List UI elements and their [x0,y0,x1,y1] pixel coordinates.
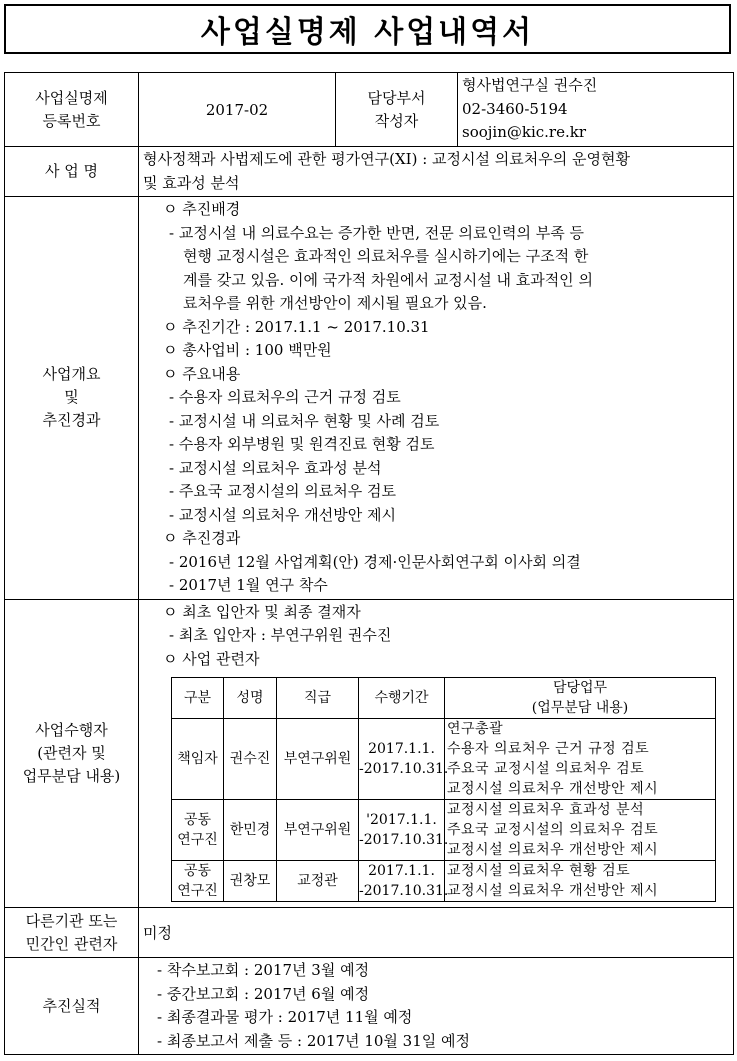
col-header-role: 구분 [172,678,224,719]
performers-label-line1: 사업수행자 [35,720,108,739]
dept-author-label-cell [336,73,458,147]
duty-item: 교정시설 의료처우 개선방안 제시 [447,842,659,858]
table-row [172,719,716,800]
col-header-name: 성명 [224,678,277,719]
row-period-line2: -2017.10.31. [359,883,449,899]
registration-row [5,73,734,147]
row-name: 권창모 [224,861,277,902]
drafter-item: - 최초 입안자 : 부연구위원 권수진 [169,626,392,644]
duty-item: 연구총괄 [447,721,504,737]
result-item: - 최종보고서 제출 등 : 2017년 10월 31일 예정 [157,1031,470,1050]
row-role-line2: 연구진 [177,832,218,848]
registration-number: 2017-02 [139,73,336,147]
project-name-row [5,147,734,197]
others-row [5,908,734,958]
duty-item: 교정시설 의료처우 효과성 분석 [447,802,645,818]
main-content-item: - 수용자 의료처우의 근거 규정 검토 [169,388,401,406]
background-line: - 교정시설 내 의료수요는 증가한 반면, 전문 의료인력의 부족 등 [169,223,585,242]
row-period-line2: -2017.10.31. [359,832,449,848]
row-position: 부연구위원 [277,800,359,861]
duty-item: 주요국 교정시설의 의료처우 검토 [447,822,659,838]
performers-label-cell [5,599,139,908]
related-persons-table [171,677,716,902]
document-title: 사업실명제 사업내역서 [200,15,535,50]
business-detail-table [4,72,734,1055]
row-role-line1: 책임자 [177,751,218,767]
results-label: 추진실적 [5,958,139,1055]
row-period [359,719,449,800]
result-item: - 최종결과물 평가 : 2017년 11월 예정 [157,1008,413,1026]
row-position: 교정관 [277,861,359,902]
performers-label-line2: (관련자 및 [37,743,106,762]
project-name-line1: 형사정책과 사법제도에 관한 평가연구(XI) : 교정시설 의료처우의 운영현황 [143,150,630,168]
project-name-line2: 및 효과성 분석 [143,173,240,192]
col-header-duty-line2: (업무분담 내용) [531,700,629,716]
duty-item: 교정시설 의료처우 개선방안 제시 [447,883,659,899]
overview-label-line2: 및 [64,388,79,407]
row-period-line1: 2017.1.1. [368,863,435,879]
overview-label-cell [5,197,139,600]
dept-value: 형사법연구실 권수진 [462,76,598,95]
overview-content-cell [139,197,734,600]
col-header-duty [445,678,716,719]
row-duties [445,719,716,800]
duty-item: 수용자 의료처우 근거 규정 검토 [447,741,650,757]
drafter-header: ㅇ 최초 입안자 및 최종 결재자 [163,602,361,621]
background-line: 료처우를 위한 개선방안이 제시될 필요가 있음. [183,294,487,312]
table-row [172,861,716,902]
row-period-line1: '2017.1.1. [366,812,437,828]
overview-label-line1: 사업개요 [42,365,101,384]
row-name: 한민경 [224,800,277,861]
row-role-line2: 연구진 [177,883,218,899]
others-label-line1: 다른기관 또는 [25,911,118,930]
performers-row [5,599,734,908]
related-header: ㅇ 사업 관련자 [163,649,260,668]
dept-author-value-cell [458,73,734,147]
project-period: ㅇ 추진기간 : 2017.1.1 ~ 2017.10.31 [163,317,430,336]
row-role-line1: 공동 [183,863,212,879]
duty-item: 교정시설 의료처우 현황 검토 [447,863,631,879]
registration-label-cell [5,73,139,147]
main-content-item: - 수용자 외부병원 및 원격진료 현황 검토 [169,435,435,453]
result-item: - 착수보고회 : 2017년 3월 예정 [157,961,370,979]
others-label-line2: 민간인 관련자 [25,934,118,953]
email-value: soojin@kic.re.kr [462,123,586,142]
phone-value: 02-3460-5194 [462,99,568,118]
results-content-cell [139,958,734,1055]
row-role-line1: 공동 [183,812,212,828]
main-contents-header: ㅇ 주요내용 [163,364,241,383]
background-header: ㅇ 추진배경 [163,200,241,218]
overview-row [5,197,734,600]
document-title-box [4,4,731,54]
row-period [359,800,449,861]
others-label-cell [5,908,139,958]
row-duties [445,800,716,861]
performers-label-line3: 업무분담 내용) [22,766,121,785]
total-budget: ㅇ 총사업비 : 100 백만원 [163,341,332,359]
duty-item: 교정시설 의료처우 개선방안 제시 [447,781,659,797]
row-name: 권수진 [224,719,277,800]
author-label: 작성자 [374,111,419,130]
main-content-item: - 교정시설 내 의료처우 현황 및 사례 검토 [169,411,440,430]
project-name-value-cell [139,147,734,197]
related-table-header-row [172,678,716,719]
dept-label: 담당부서 [367,88,426,107]
overview-label-line3: 추진경과 [42,411,101,430]
main-content-item: - 주요국 교정시설의 의료처우 검토 [169,482,397,500]
progress-item: - 2016년 12월 사업계획(안) 경제·인문사회연구회 이사회 의결 [169,552,581,571]
row-role [172,800,224,861]
row-position: 부연구위원 [277,719,359,800]
row-period-line2: -2017.10.31. [359,761,449,777]
row-role [172,861,224,902]
project-name-label: 사 업 명 [5,147,139,197]
table-row [172,800,716,861]
main-content-item: - 교정시설 의료처우 효과성 분석 [169,458,382,477]
duty-item: 주요국 교정시설 의료처우 검토 [447,761,645,777]
results-row [5,958,734,1055]
row-period-line1: 2017.1.1. [368,741,435,757]
result-item: - 중간보고회 : 2017년 6월 예정 [157,984,370,1003]
registration-label-line1: 사업실명제 [35,88,108,107]
background-line: 계를 갖고 있음. 이에 국가적 차원에서 교정시설 내 효과적인 의 [183,270,593,289]
performers-content-cell [139,599,734,908]
row-duties [445,861,716,902]
registration-label-line2: 등록번호 [42,111,101,130]
others-value: 미정 [139,908,734,958]
progress-header: ㅇ 추진경과 [163,529,241,547]
progress-item: - 2017년 1월 연구 착수 [169,576,328,594]
col-header-position: 직급 [277,678,359,719]
col-header-duty-line1: 담당업무 [552,680,608,696]
main-content-item: - 교정시설 의료처우 개선방안 제시 [169,505,397,524]
background-line: 현행 교정시설은 효과적인 의료처우를 실시하기에는 구조적 한 [183,247,589,265]
row-period [359,861,449,902]
col-header-period: 수행기간 [359,678,445,719]
row-role [172,719,224,800]
